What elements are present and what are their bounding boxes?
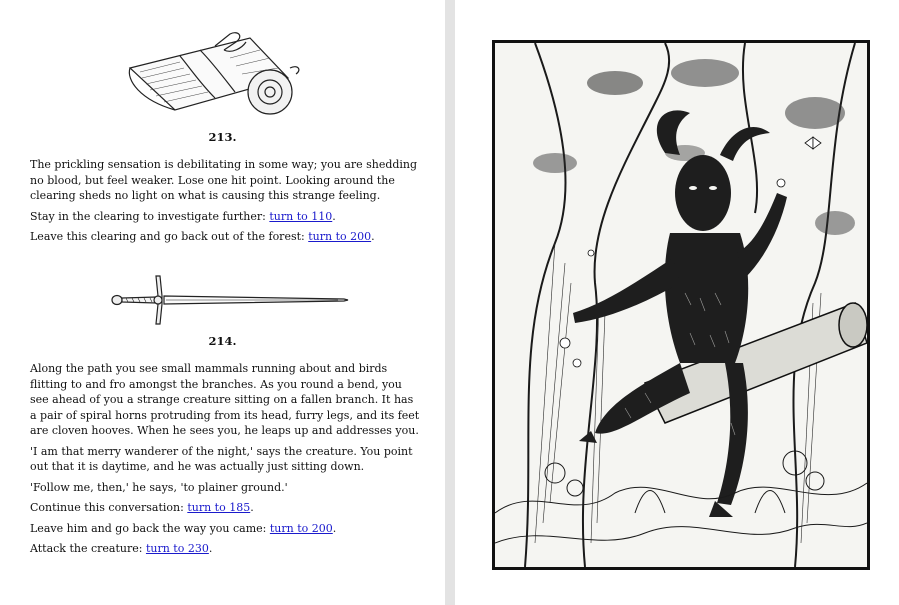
paragraph (30, 500, 420, 516)
satyr-forest-illustration (492, 40, 870, 570)
paragraph-punctuation: . (250, 501, 254, 514)
turn-to-185-link[interactable]: turn to 185 (187, 501, 251, 514)
paragraph-punctuation: . (371, 230, 375, 243)
section-213-text (30, 157, 420, 250)
paragraph (30, 480, 420, 496)
paragraph-text: Leave this clearing and go back out of the forest: (30, 230, 309, 243)
paragraph-text: Stay in the clearing to investigate further: (30, 209, 270, 223)
paragraph-punctuation: . (332, 521, 337, 535)
scroll-illustration (120, 28, 306, 120)
paragraph (30, 444, 420, 475)
paragraph-text: Leave him and go back the way you came: (30, 521, 270, 535)
paragraph-text: Continue this conversation: (30, 501, 188, 514)
paragraph-punctuation: . (332, 209, 336, 223)
turn-to-110-link[interactable]: turn to 110 (269, 209, 333, 223)
page-gutter (445, 0, 455, 605)
section-214-text (30, 361, 420, 562)
paragraph-text: 'Follow me, then,' he says, 'to plainer ground.' (30, 480, 288, 494)
illustration-art (495, 43, 867, 567)
paragraph (30, 521, 420, 537)
turn-to-200-link[interactable]: turn to 200 (308, 230, 372, 243)
paragraph-punctuation: . (208, 542, 213, 555)
paragraph-text: Along the path you see small mammals running about and birds flitting to and fro amongst the branches. As you round a bend, you see ahead of you a strange creature sitting on a fallen branch. It has a pair of spiral horns protruding from its head, furry legs, and its feet are cloven hooves. When he sees you, he leaps up and addresses you. (30, 362, 420, 437)
paragraph-text: 'I am that merry wanderer of the night,' says the creature. You point out that it is daytime, and he was actually just sitting down. (30, 444, 413, 473)
paragraph (30, 209, 420, 225)
paragraph (30, 361, 420, 439)
paragraph (30, 229, 420, 245)
turn-to-200-link[interactable]: turn to 200 (269, 521, 333, 535)
sword-illustration (108, 272, 350, 328)
section-number-213: 213. (208, 130, 237, 144)
left-page (0, 0, 445, 605)
turn-to-230-link[interactable]: turn to 230 (145, 542, 209, 555)
paragraph-text: The prickling sensation is debilitating in some way; you are shedding no blood, but feel weaker. Lose one hit point. Looking around the clearing sheds no light on what is causing this strange feeling. (30, 158, 418, 202)
section-number-214: 214. (208, 334, 237, 348)
paragraph (30, 157, 420, 204)
paragraph-text: Attack the creature: (30, 542, 146, 555)
paragraph (30, 541, 420, 557)
